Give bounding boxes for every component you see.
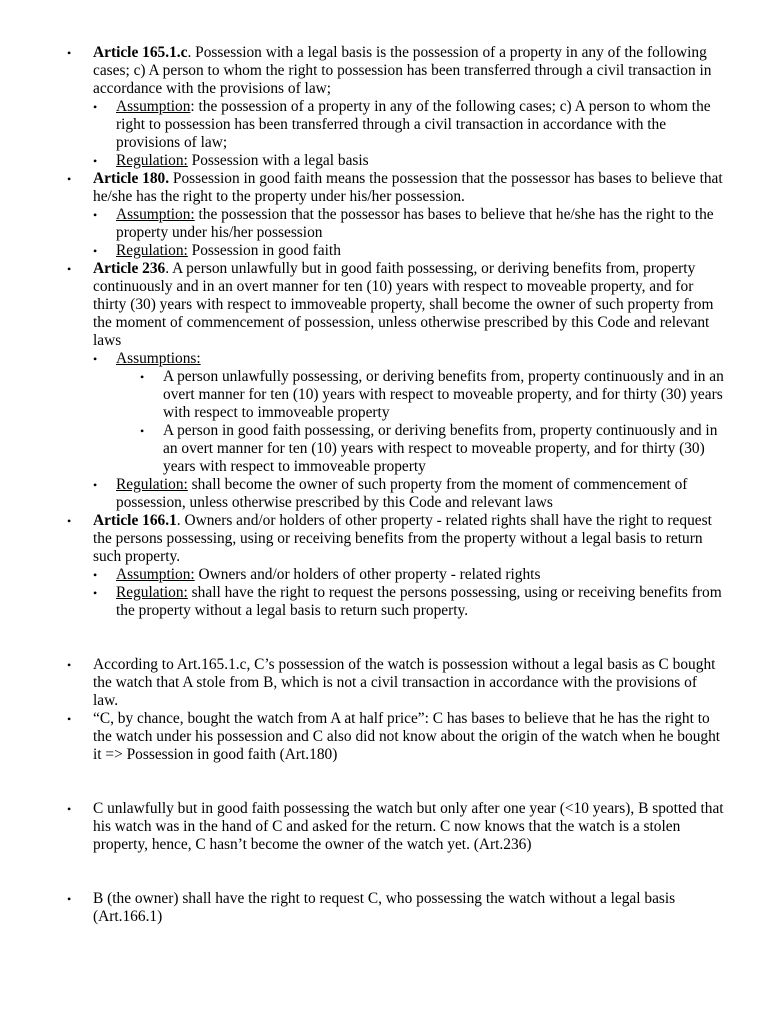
assumption-item <box>93 566 724 584</box>
analysis-item: • B (the owner) shall have the right to request C, who possessing the watch without a legal basis (Art.166.1) <box>0 890 768 926</box>
analysis-item: • According to Art.165.1.c, C’s possession of the watch is possession without a legal basis as C bought the watch that A stole from B, which is not a civil transaction in accordance with the provisions of law. <box>0 656 768 710</box>
analysis-item: • C unlawfully but in good faith possessing the watch but only after one year (<10 years), B spotted that his watch was in the hand of C and asked for the return. C now knows that the watch is a stolen property, hence, C hasn’t become the owner of the watch yet. (Art.236) <box>0 800 768 854</box>
assumptions-item <box>93 350 724 476</box>
regulation-text: shall have the right to request the persons possessing, using or receiving benefits from the property without a legal basis to return such property. <box>116 584 722 619</box>
assumption-label: Assumption <box>116 98 191 115</box>
analysis-list <box>0 800 768 854</box>
assumption-entry: • A person unlawfully possessing, or deriving benefits from, property continuously and in an overt manner for ten (10) years with respect to moveable property, and for thirty (30) years with respect to immoveable property <box>116 368 724 422</box>
analysis-list <box>0 890 768 926</box>
article-title: Article 236 <box>93 260 166 277</box>
spacer <box>0 854 768 890</box>
regulation-label: Regulation: <box>116 242 188 259</box>
article-sublist <box>93 350 724 512</box>
article-sublist <box>93 98 724 170</box>
article-item <box>0 44 768 170</box>
assumption-text: : the possession of a property in any of the following cases; c) A person to whom the right to possession has been transferred through a civil transaction in accordance with the provisions of law; <box>116 98 711 151</box>
analysis-list <box>0 656 768 764</box>
article-sublist <box>93 566 724 620</box>
assumption-text: the possession that the possessor has bases to believe that he/she has the right to the property under his/her possession <box>116 206 714 241</box>
article-text: Possession in good faith means the possession that the possessor has bases to believe that he/she has the right to the property under his/her possession. <box>93 170 723 205</box>
regulation-label: Regulation: <box>116 584 188 601</box>
assumption-label: Assumption: <box>116 566 195 583</box>
article-title: Article 180. <box>93 170 170 187</box>
article-item <box>0 170 768 260</box>
regulation-item <box>93 242 724 260</box>
analysis-item: • “C, by chance, bought the watch from A at half price”: C has bases to believe that he has the right to the watch under his possession and C also did not know about the origin of the watch when he bought it => Possession in good faith (Art.180) <box>0 710 768 764</box>
article-sublist <box>93 206 724 260</box>
assumptions-label: Assumptions: <box>116 350 201 367</box>
regulation-item <box>93 584 724 620</box>
regulation-label: Regulation: <box>116 476 188 493</box>
regulation-text: Possession in good faith <box>187 242 341 259</box>
article-text: . Owners and/or holders of other property - related rights shall have the right to request the persons possessing, using or receiving benefits from the property without a legal basis to return such property. <box>93 512 712 565</box>
assumption-entry: • A person in good faith possessing, or deriving benefits from, property continuously and in an overt manner for ten (10) years with respect to moveable property, and for thirty (30) years with respect to immoveable property <box>116 422 724 476</box>
spacer <box>0 764 768 800</box>
assumptions-sublist <box>116 368 724 476</box>
assumption-label: Assumption: <box>116 206 195 223</box>
article-title: Article 166.1 <box>93 512 177 529</box>
regulation-text: Possession with a legal basis <box>187 152 369 169</box>
articles-list <box>0 44 768 620</box>
regulation-text: shall become the owner of such property from the moment of commencement of possession, unless otherwise prescribed by this Code and relevant laws <box>116 476 688 511</box>
assumption-item <box>93 98 724 152</box>
regulation-item <box>93 476 724 512</box>
assumption-item <box>93 206 724 242</box>
article-text: . Possession with a legal basis is the possession of a property in any of the following cases; c) A person to whom the right to possession has been transferred through a civil transaction in accordance with the provisions of law; <box>93 44 712 97</box>
article-item <box>0 260 768 512</box>
regulation-label: Regulation: <box>116 152 188 169</box>
article-item <box>0 512 768 620</box>
article-title: Article 165.1.c <box>93 44 188 61</box>
regulation-item <box>93 152 724 170</box>
spacer <box>0 620 768 656</box>
document-page <box>0 44 768 926</box>
article-text: . A person unlawfully but in good faith possessing, or deriving benefits from, property continuously and in an overt manner for ten (10) years with respect to moveable property, and for thirty (30) years with respect to immoveable property, shall become the owner of such property from the moment of commencement of possession, unless otherwise prescribed by this Code and relevant laws <box>93 260 714 349</box>
assumption-text: Owners and/or holders of other property - related rights <box>194 566 541 583</box>
